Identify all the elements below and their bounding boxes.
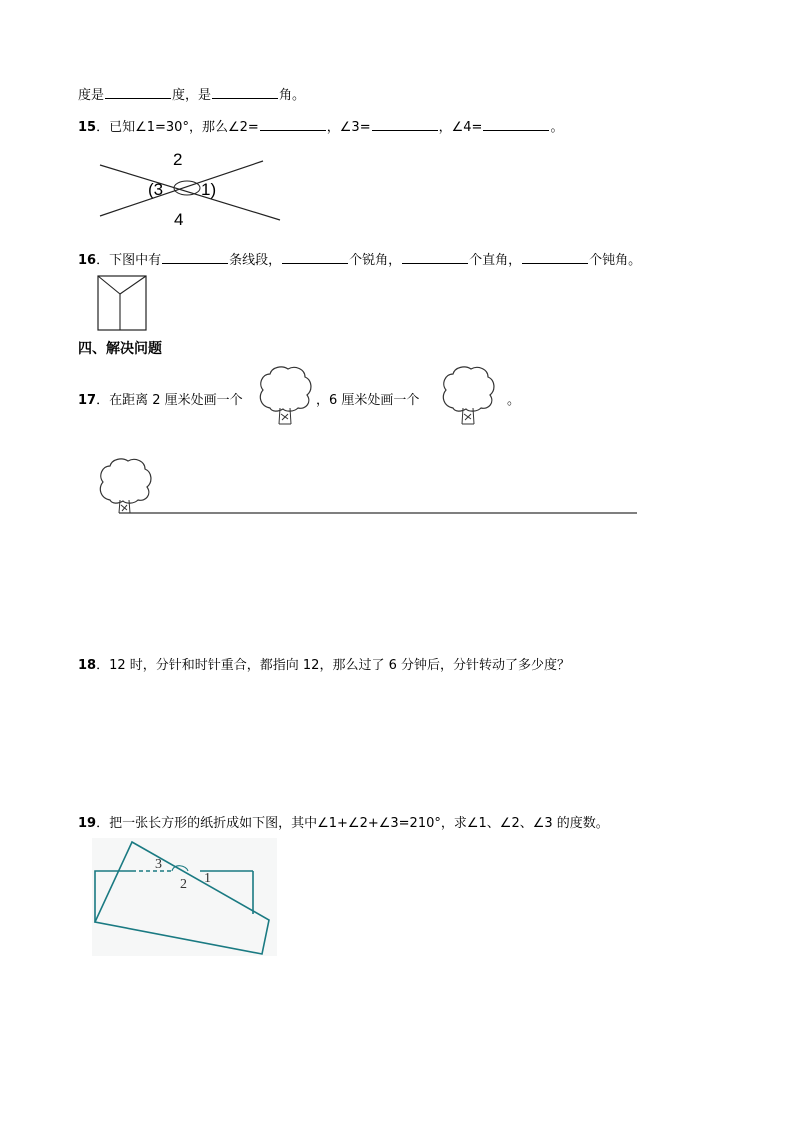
q17-text-b: ，6 厘米处画一个 [316, 393, 420, 408]
q18-text: ．12 时，分针和时针重合，都指向 12，那么过了 6 分钟后，分针转动了多少度？ [96, 658, 570, 673]
q14-middle: 度，是 [172, 88, 212, 103]
q17-line-part3 [507, 389, 520, 408]
q17-text-a: ．在距离 2 厘米处画一个 [96, 393, 243, 408]
q17-text-end: 。 [507, 393, 521, 408]
q17-line-part2 [316, 389, 419, 408]
tree-icon [256, 364, 314, 426]
angle-label-2: 2 [173, 150, 183, 169]
answer-blank[interactable] [105, 97, 171, 99]
q19-text: ．把一张长方形的纸折成如下图，其中∠1+∠2+∠3=210°，求∠1、∠2、∠3 的度数。 [96, 816, 609, 831]
angle-label-3: (3 [148, 180, 164, 199]
figure-background [92, 838, 277, 956]
answer-blank[interactable] [282, 262, 348, 264]
question-number: 15 [78, 120, 97, 135]
question-number: 18 [78, 658, 97, 673]
q17-line [78, 389, 243, 408]
q16-text-e: 个钝角。 [589, 253, 642, 268]
q16-text-b: 条线段， [229, 253, 282, 268]
question-number: 19 [78, 816, 97, 831]
q17-tree-baseline-figure [98, 454, 643, 518]
q15-text-b: ，∠3= [326, 120, 371, 135]
angle-label-1: 1) [201, 180, 217, 199]
q16-rectangle-figure [96, 274, 152, 332]
line-a [100, 165, 280, 220]
answer-blank[interactable] [483, 129, 549, 131]
q15-line [78, 116, 563, 135]
section-heading: 四、解决问题 [78, 341, 162, 357]
angle-label-4: 4 [174, 210, 184, 229]
q18-line [78, 654, 570, 673]
answer-blank[interactable] [372, 129, 438, 131]
q14-line [78, 84, 305, 103]
answer-blank[interactable] [212, 97, 278, 99]
answer-blank[interactable] [402, 262, 468, 264]
answer-blank[interactable] [260, 129, 326, 131]
angle-label-2: 2 [180, 877, 187, 892]
q14-suffix: 角。 [279, 88, 306, 103]
q16-text-d: 个直角， [469, 253, 522, 268]
tree-icon [439, 364, 497, 426]
q16-text-a: ．下图中有 [96, 253, 162, 268]
q14-prefix: 度是 [78, 88, 105, 103]
q19-folded-paper-figure [92, 838, 277, 956]
angle-label-3: 3 [155, 857, 162, 872]
angle-arc [174, 181, 200, 195]
angle-label-1: 1 [204, 871, 211, 886]
q16-line [78, 249, 641, 268]
q15-text-end: 。 [550, 120, 564, 135]
q15-text-c: ，∠4= [438, 120, 483, 135]
segment-right [120, 276, 146, 294]
tree-icon [100, 459, 151, 503]
segment-left [98, 276, 120, 294]
q19-line [78, 812, 609, 831]
q16-text-c: 个锐角， [349, 253, 402, 268]
answer-blank[interactable] [522, 262, 588, 264]
answer-blank[interactable] [162, 262, 228, 264]
q15-intersecting-lines-figure [90, 145, 290, 230]
rectangle-outline [98, 276, 146, 330]
q15-text-a: ．已知∠1=30°，那么∠2= [96, 120, 259, 135]
question-number: 16 [78, 253, 97, 268]
question-number: 17 [78, 393, 97, 408]
